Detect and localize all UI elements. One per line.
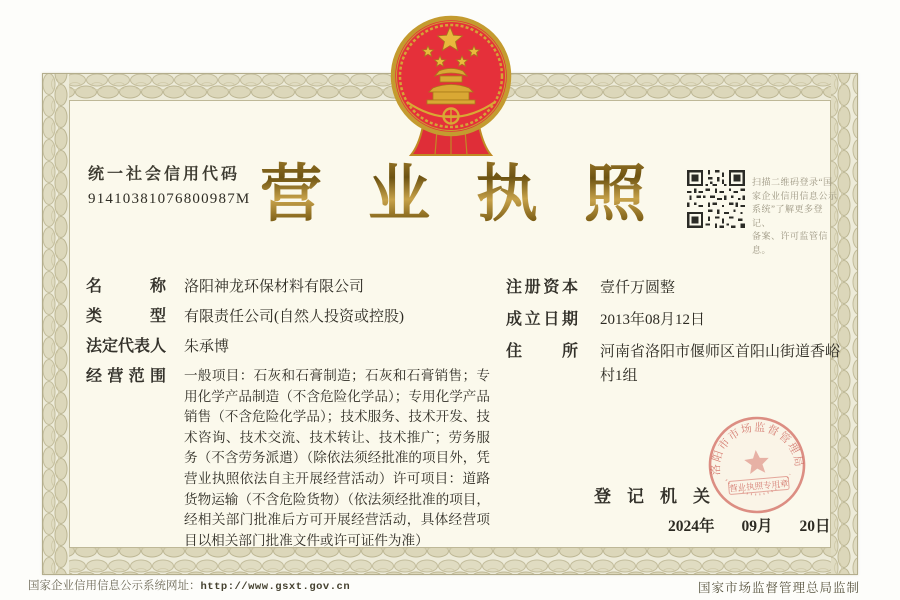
footer-samr-note: 国家市场监督管理总局监制 [697, 581, 860, 595]
qr-caption-line: 家企业信用信息公示 [752, 190, 838, 201]
type-label: 类 型 [86, 308, 166, 325]
address-value: 河南省洛阳市偃师区首阳山街道香峪村1组 [600, 344, 841, 384]
registration-authority-label: 登 记 机 关 [594, 487, 710, 506]
qr-caption [752, 176, 840, 257]
field-row-business-scope [86, 366, 490, 551]
official-red-seal [701, 409, 814, 522]
field-row-name [86, 272, 490, 302]
registration-date-day: 20日 [799, 518, 831, 535]
business-scope-label: 经 营 范 围 [86, 368, 166, 385]
type-value: 有限责任公司(自然人投资或控股) [184, 309, 404, 325]
credit-code-block [88, 161, 250, 208]
seal-arc-text: 洛阳市市场监督管理局 [710, 421, 805, 476]
establishment-date-value: 2013年08月12日 [600, 312, 706, 328]
field-row-establishment-date [506, 304, 854, 336]
field-row-legal-rep [86, 332, 490, 362]
credit-code-value: 91410381076800987M [88, 191, 251, 207]
qr-code-icon [687, 170, 745, 228]
business-scope-value: 一般项目：石灰和石膏制造；石灰和石膏销售；专用化学产品制造（不含危险化学品）；专用化学产品销售（不含危险化学品）；技术服务、技术开发、技术咨询、技术交流、技术转让、技术推广；劳务服务（不含劳务派遣）（除依法须经批准的项目外，凭营业执照依法自主开展经营活动）许可项目：道路货物运输（不含危险货物）（依法须经批准的项目，经相关部门批准后方可开展经营活动，具体经营项目以相关部门批准文件或许可证件为准） [184, 368, 490, 548]
footer-gsxt-note [28, 577, 350, 593]
name-label: 名 称 [86, 278, 166, 295]
establishment-date-label: 成 立 日 期 [506, 311, 578, 328]
address-label: 住 所 [506, 343, 578, 360]
qr-caption-line: 系统”了解更多登记、 [752, 204, 823, 228]
legal-rep-label: 法 定 代 表 人 [86, 338, 167, 355]
legal-rep-value: 朱承博 [184, 339, 230, 355]
left-field-column [86, 272, 490, 551]
qr-caption-line: 扫描二维码登录“国 [752, 177, 833, 187]
footer-gsxt-url: http://www.gsxt.gov.cn [200, 581, 351, 593]
qr-caption-line: 备案、许可监管信息。 [752, 231, 829, 255]
name-value: 洛阳神龙环保材料有限公司 [184, 279, 365, 295]
registration-date-month: 09月 [741, 518, 773, 535]
registered-capital-value: 壹仟万圆整 [600, 280, 676, 296]
footer-gsxt-label: 国家企业信用信息公示系统网址： [28, 580, 201, 592]
field-row-type [86, 302, 490, 332]
license-title: 营 业 执 照 [260, 152, 646, 238]
registration-date-year: 2024年 [668, 518, 715, 535]
right-field-column [506, 272, 854, 388]
seal-box-text: 营业执照专用章 [728, 478, 789, 494]
field-row-address [506, 336, 854, 388]
field-row-registered-capital [506, 272, 854, 304]
registered-capital-label: 注 册 资 本 [506, 279, 578, 296]
china-national-emblem-icon [383, 10, 519, 160]
credit-code-label: 统一社会信用代码 [88, 166, 241, 183]
